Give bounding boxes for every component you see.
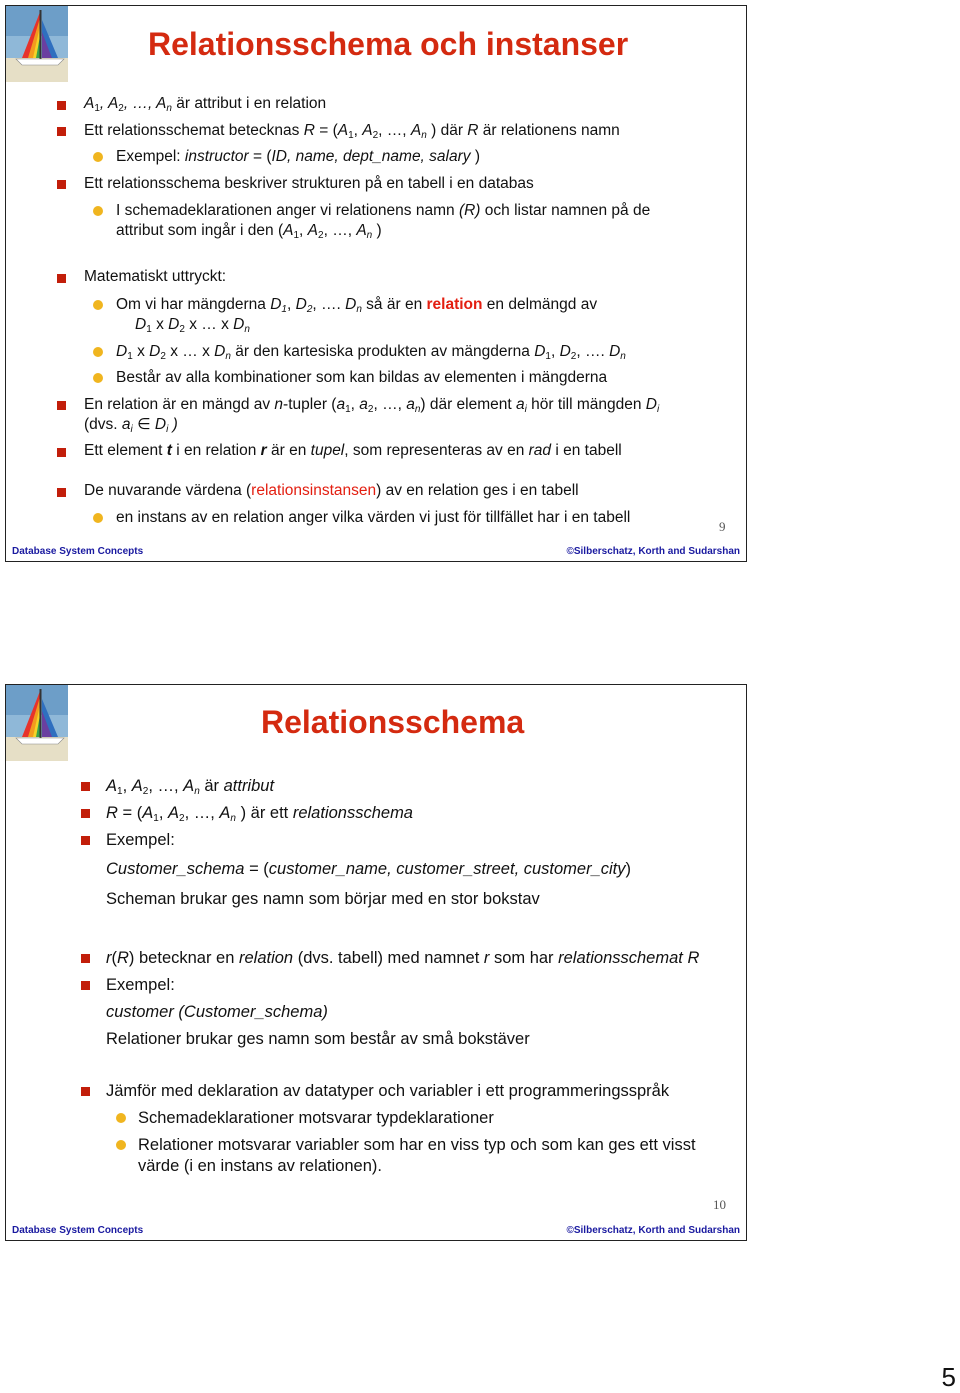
square-bullet-icon: [57, 127, 66, 136]
square-bullet-icon: [81, 782, 90, 791]
round-bullet-icon: [116, 1140, 126, 1150]
square-bullet-icon: [57, 101, 66, 110]
text-line: Exempel:: [106, 976, 175, 994]
sailboat-logo: [6, 685, 68, 761]
round-bullet-icon: [93, 347, 103, 357]
round-bullet-icon: [93, 373, 103, 383]
square-bullet-icon: [57, 448, 66, 457]
slide-2: [5, 684, 747, 1241]
slide-page-number: 10: [713, 1197, 726, 1212]
text-line: Matematiskt uttryckt:: [84, 268, 227, 285]
text-line: $A_1$, $A_2$, …, $A_n$ är attribut i en relation: [84, 95, 327, 114]
round-bullet-icon: [93, 513, 103, 523]
square-bullet-icon: [81, 981, 90, 990]
text-line: Består av alla kombinationer som kan bildas av elementen i mängderna: [116, 369, 608, 386]
footer-copyright: ©Silberschatz, Korth and Sudarshan: [566, 1225, 740, 1236]
square-bullet-icon: [81, 1087, 90, 1096]
text-line: Jämför med deklaration av datatyper och variabler i ett programmeringsspråk: [106, 1082, 670, 1100]
text-line: värde (i en instans av relationen).: [138, 1157, 382, 1175]
text-line: Relationer brukar ges namn som består av små bokstäver: [106, 1030, 530, 1048]
text-line: r(R) betecknar en relation (dvs. tabell) med namnet r som har relationsschemat R: [106, 949, 700, 967]
text-line: customer (Customer_schema): [106, 1003, 328, 1021]
text-line: Scheman brukar ges namn som börjar med en stor bokstav: [106, 890, 540, 908]
text-line: $R = (A_1$, $A_2$, …, $A_n$ ) är ett relationsschema: [106, 804, 413, 824]
square-bullet-icon: [57, 401, 66, 410]
text-line: attribut som ingår i den ($A_1$, $A_2$, …, $A_n$ ): [116, 222, 382, 241]
square-bullet-icon: [57, 488, 66, 497]
slide-title: Relationsschema: [261, 704, 525, 740]
text-line: Om vi har mängderna $D_1$, $D_2$, …. $D_n$ så är en relation en delmängd av: [116, 296, 598, 315]
text-line: Exempel:: [106, 831, 175, 849]
text-line: I schemadeklarationen anger vi relationens namn (R) och listar namnen på de: [116, 202, 651, 219]
text-line: Customer_schema = (customer_name, customer_street, customer_city): [106, 860, 632, 878]
text-line: Ett relationsschema beskriver strukturen på en tabell i en databas: [84, 175, 534, 192]
square-bullet-icon: [57, 180, 66, 189]
slide-page-number: 9: [719, 519, 726, 534]
text-line: De nuvarande värdena (relationsinstansen) av en relation ges i en tabell: [84, 482, 579, 499]
square-bullet-icon: [81, 836, 90, 845]
round-bullet-icon: [93, 300, 103, 310]
text-line: Ett element t i en relation r är en tupel, som representeras av en rad i en tabell: [84, 442, 622, 459]
square-bullet-icon: [81, 954, 90, 963]
round-bullet-icon: [116, 1113, 126, 1123]
footer-course-title: Database System Concepts: [12, 546, 144, 557]
text-line: En relation är en mängd av n-tupler ($a_1$, $a_2$, …, $a_n$) där element $a_i$ hör till mängden $D_i$: [84, 396, 660, 415]
text-line: en instans av en relation anger vilka värden vi just för tillfället har i en tabell: [116, 509, 631, 526]
document-page-number: 5: [941, 1362, 956, 1392]
text-line: (dvs. $a_i$ ∈ $D_i$ ): [84, 416, 178, 435]
text-line: $D_1$ x $D_2$ x … x $D_n$ är den kartesiska produkten av mängderna $D_1$, $D_2$, …. $D_n$: [116, 343, 626, 362]
text-line: Relationer motsvarar variabler som har en viss typ och som kan ges ett visst: [138, 1136, 696, 1154]
text-line: Schemadeklarationer motsvarar typdeklarationer: [138, 1109, 494, 1127]
text-line: $A_1$, $A_2$, …, $A_n$ är attribut: [106, 777, 275, 797]
square-bullet-icon: [57, 274, 66, 283]
slide-title: Relationsschema och instanser: [148, 26, 629, 62]
sailboat-logo: [6, 6, 68, 82]
text-line: Exempel: instructor = (ID, name, dept_name, salary ): [116, 148, 480, 165]
text-line: $D_1$ x $D_2$ x … x $D_n$: [135, 316, 250, 335]
square-bullet-icon: [81, 809, 90, 818]
footer-course-title: Database System Concepts: [12, 1225, 144, 1236]
footer-copyright: ©Silberschatz, Korth and Sudarshan: [566, 546, 740, 557]
round-bullet-icon: [93, 152, 103, 162]
text-line: Ett relationsschemat betecknas $R = (A_1$, $A_2$, …, $A_n$ ) där R är relationens namn: [84, 122, 620, 141]
slide-1: [5, 5, 747, 562]
round-bullet-icon: [93, 206, 103, 216]
